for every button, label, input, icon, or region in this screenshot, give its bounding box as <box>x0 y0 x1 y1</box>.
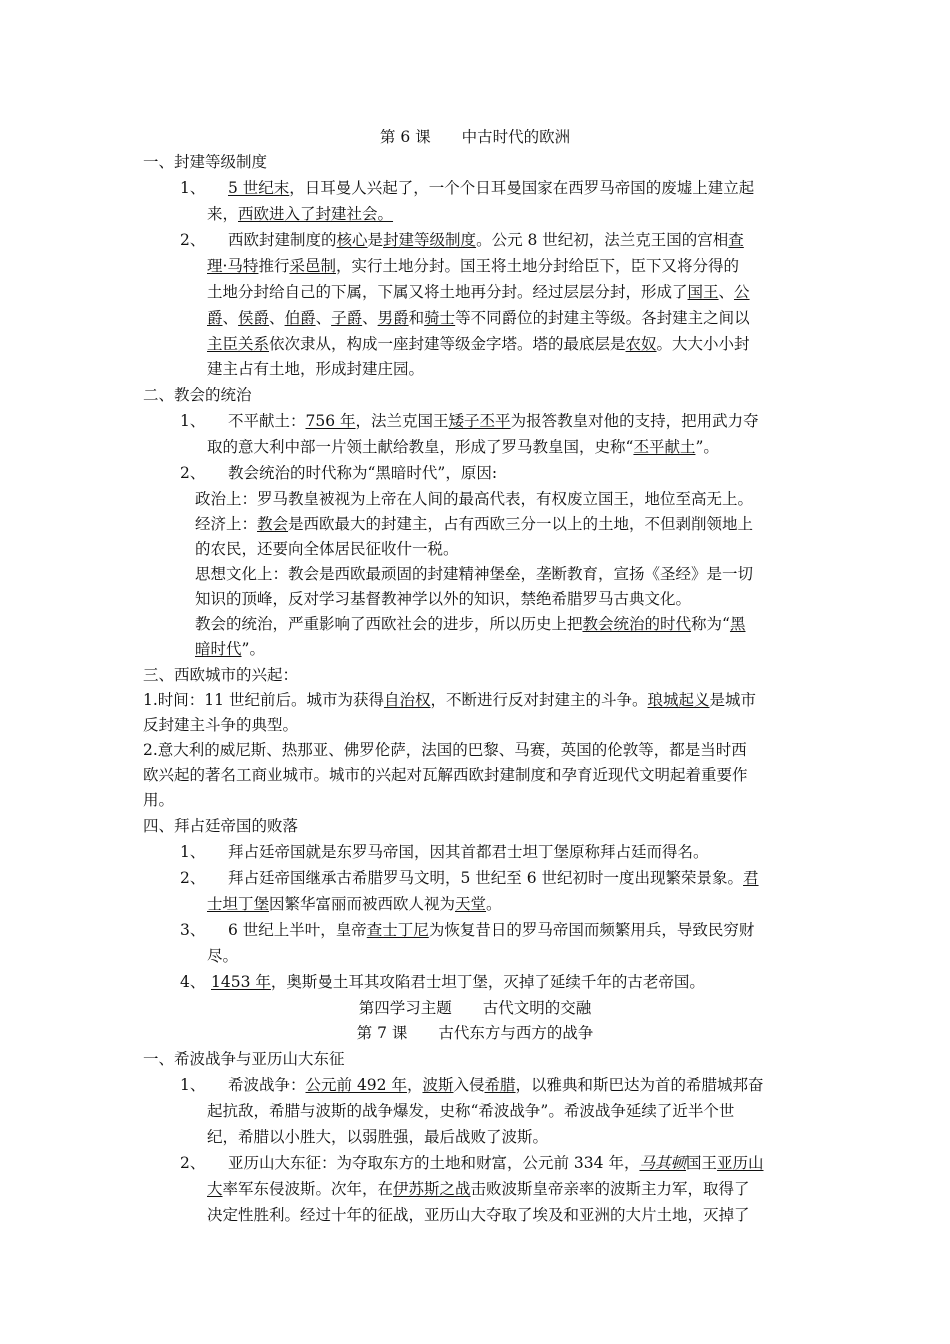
paragraph-line: 拜占廷帝国就是东罗马帝国，因其首都君士坦丁堡原称拜占廷而得名。 <box>228 843 709 861</box>
section-heading: 一、希波战争与亚历山大东征 <box>143 1050 345 1068</box>
item-number: 3、 <box>180 921 206 939</box>
section-heading: 二、教会的统治 <box>143 386 252 404</box>
paragraph-line: 理·马特推行采邑制，实行土地分封。国王将土地分封给臣下，臣下又将分得的 <box>207 257 739 275</box>
paragraph-line: 取的意大利中部一片领土献给教皇，形成了罗马教皇国，史称“丕平献土”。 <box>207 438 719 456</box>
paragraph-line: 5 世纪末，日耳曼人兴起了，一个个日耳曼国家在西罗马帝国的废墟上建立起 <box>228 179 755 197</box>
item-number: 2、 <box>180 231 206 249</box>
paragraph-line: 尽。 <box>207 947 239 965</box>
paragraph-line: 西欧封建制度的核心是封建等级制度。公元 8 世纪初，法兰克王国的宫相查 <box>228 231 744 249</box>
paragraph-line: 希波战争：公元前 492 年，波斯入侵希腊，以雅典和斯巴达为首的希腊城邦奋 <box>228 1076 764 1094</box>
paragraph-line: 暗时代”。 <box>195 640 265 658</box>
item-number: 4、 <box>180 973 206 991</box>
section-heading: 一、封建等级制度 <box>143 153 268 171</box>
paragraph-line: 1.时间：11 世纪前后。城市为获得自治权，不断进行反对封建主的斗争。琅城起义是城市 <box>143 691 757 709</box>
paragraph-line: 经济上：教会是西欧最大的封建主，占有西欧三分一以上的土地，不但剥削领地上 <box>195 515 754 533</box>
paragraph-line: 起抗敌，希腊与波斯的战争爆发，史称“希波战争”。希波战争延续了近半个世 <box>207 1102 735 1120</box>
paragraph-line: 6 世纪上半叶，皇帝查士丁尼为恢复昔日的罗马帝国而频繁用兵，导致民穷财 <box>228 921 755 939</box>
paragraph-line: 土地分封给自己的下属，下属又将土地再分封。经过层层分封，形成了国王、公 <box>207 283 750 301</box>
lesson-7-title: 第 7 课 古代东方与西方的战争 <box>356 1024 594 1042</box>
item-number: 1、 <box>180 843 206 861</box>
item-number: 1、 <box>180 1076 206 1094</box>
paragraph-line: 决定性胜利。经过十年的征战，亚历山大夺取了埃及和亚洲的大片土地，灭掉了 <box>207 1206 750 1224</box>
paragraph-line: 亚历山大东征：为夺取东方的土地和财富，公元前 334 年，马其顿国王亚历山 <box>228 1154 764 1172</box>
paragraph-line: 爵、侯爵、伯爵、子爵、男爵和骑士等不同爵位的封建主等级。各封建主之间以 <box>207 309 750 327</box>
paragraph-line: 教会统治的时代称为“黑暗时代”，原因: <box>228 464 498 482</box>
paragraph-line: 反封建主斗争的典型。 <box>143 716 299 734</box>
paragraph-line: 拜占廷帝国继承古希腊罗马文明，5 世纪至 6 世纪初时一度出现繁荣景象。君 <box>228 869 759 887</box>
item-number: 2、 <box>180 1154 206 1172</box>
item-number: 2、 <box>180 464 206 482</box>
paragraph-line: 1453 年，奥斯曼土耳其攻陷君士坦丁堡，灭掉了延续千年的古老帝国。 <box>211 973 705 991</box>
paragraph-line: 政治上：罗马教皇被视为上帝在人间的最高代表，有权废立国王，地位至高无上。 <box>195 490 754 508</box>
paragraph-line: 主臣关系依次隶从，构成一座封建等级金字塔。塔的最底层是农奴。大大小小封 <box>207 335 750 353</box>
paragraph-line: 知识的顶峰，反对学习基督教神学以外的知识，禁绝希腊罗马古典文化。 <box>195 590 692 608</box>
paragraph-line: 来，西欧进入了封建社会。 <box>207 205 394 223</box>
item-number: 1、 <box>180 412 206 430</box>
item-number: 1、 <box>180 179 206 197</box>
paragraph-line: 纪，希腊以小胜大，以弱胜强，最后战败了波斯。 <box>207 1128 549 1146</box>
section-heading: 四、拜占廷帝国的败落 <box>143 817 299 835</box>
section-heading: 三、西欧城市的兴起： <box>143 666 299 684</box>
paragraph-line: 教会的统治，严重影响了西欧社会的进步，所以历史上把教会统治的时代称为“黑 <box>195 615 746 633</box>
paragraph-line: 欧兴起的著名工商业城市。城市的兴起对瓦解西欧封建制度和孕育近现代文明起着重要作 <box>143 766 748 784</box>
paragraph-line: 2.意大利的威尼斯、热那亚、佛罗伦萨，法国的巴黎、马赛，英国的伦敦等，都是当时西 <box>143 741 747 759</box>
item-number: 2、 <box>180 869 206 887</box>
paragraph-line: 不平献土：756 年，法兰克国王矮子丕平为报答教皇对他的支持，把用武力夺 <box>228 412 759 430</box>
theme-title: 第四学习主题 古代文明的交融 <box>358 999 592 1017</box>
paragraph-line: 建主占有土地，形成封建庄园。 <box>207 360 425 378</box>
paragraph-line: 思想文化上：教会是西欧最顽固的封建精神堡垒，垄断教育，宣扬《圣经》是一切 <box>195 565 754 583</box>
lesson-6-title: 第 6 课 中古时代的欧洲 <box>379 128 571 146</box>
paragraph-line: 士坦丁堡因繁华富丽而被西欧人视为天堂。 <box>207 895 502 913</box>
paragraph-line: 大率军东侵波斯。次年，在伊苏斯之战击败波斯皇帝亲率的波斯主力军，取得了 <box>207 1180 750 1198</box>
paragraph-line: 用。 <box>143 791 175 809</box>
paragraph-line: 的农民，还要向全体居民征收什一税。 <box>195 540 459 558</box>
